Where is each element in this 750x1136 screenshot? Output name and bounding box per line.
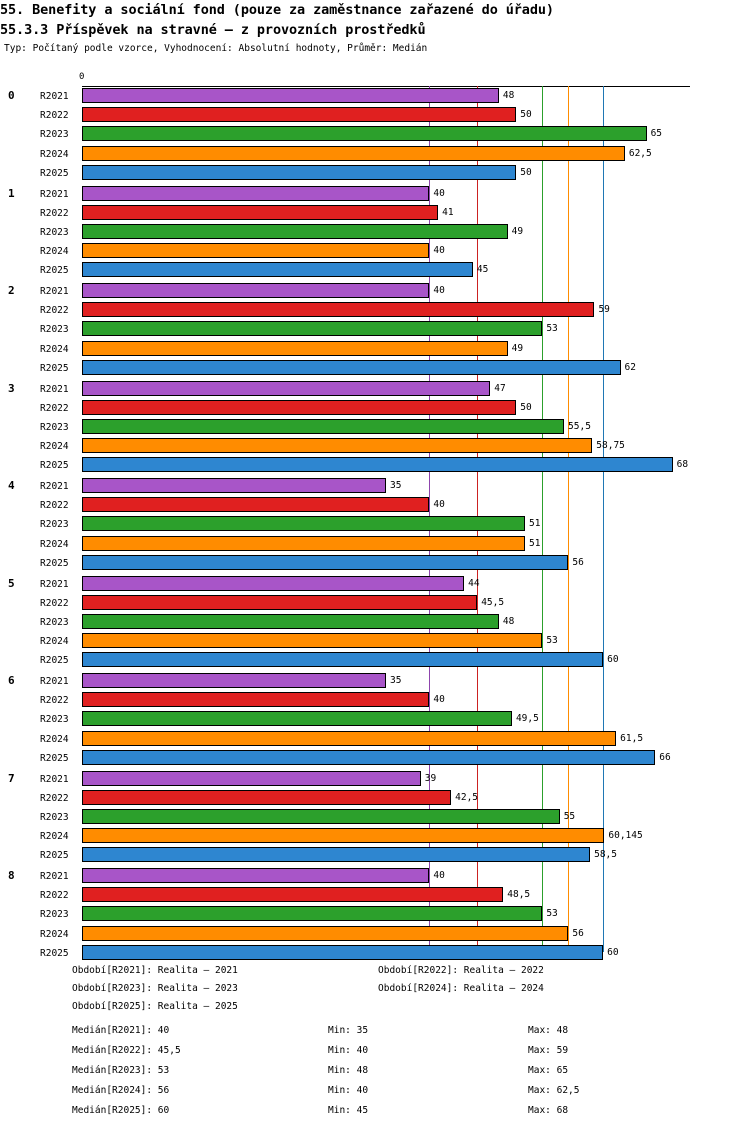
series-row-label: R2022 — [40, 500, 69, 512]
legend — [0, 965, 750, 1125]
bar-r2023-0[interactable] — [82, 126, 647, 141]
bar-r2025-2[interactable] — [82, 360, 621, 375]
bar-value-label: 53 — [546, 635, 558, 647]
bar-r2024-7[interactable] — [82, 828, 604, 843]
bar-r2024-3[interactable] — [82, 438, 592, 453]
series-row-label: R2023 — [40, 616, 69, 628]
bar-r2024-5[interactable] — [82, 633, 542, 648]
stat-max-r2021: Max: 48 — [528, 1025, 569, 1036]
stat-min-r2025: Min: 45 — [328, 1105, 369, 1116]
bar-value-label: 35 — [390, 480, 402, 491]
bar-r2025-8[interactable] — [82, 945, 603, 960]
bar-r2023-5[interactable] — [82, 614, 499, 629]
bar-value-label: 48 — [502, 90, 515, 101]
legend-item-r2024: Období[R2024]: Realita – 2024 — [378, 983, 544, 994]
group-label: 4 — [8, 479, 15, 492]
stat-max-r2024: Max: 62,5 — [528, 1085, 580, 1096]
bar-r2022-8[interactable] — [82, 887, 503, 902]
bar-value-label: 50 — [520, 109, 532, 121]
bar-r2024-8[interactable] — [82, 926, 568, 941]
bar-value-label: 50 — [520, 401, 532, 413]
bar-value-label: 53 — [546, 908, 558, 920]
group-label: 8 — [8, 869, 15, 882]
bar-r2024-1[interactable] — [82, 243, 429, 258]
bar-r2025-0[interactable] — [82, 165, 516, 180]
bar-value-label: 48,5 — [507, 889, 531, 901]
group-label: 0 — [8, 89, 15, 102]
series-row-label: R2024 — [40, 733, 69, 745]
bar-value-label: 65 — [650, 128, 663, 140]
group-label: 1 — [8, 186, 15, 200]
group-label: 5 — [8, 576, 15, 590]
stat-median-r2023: Medián[R2023]: 53 — [72, 1065, 170, 1076]
series-row-label: R2024 — [40, 343, 69, 355]
stat-max-r2023: Max: 65 — [528, 1065, 569, 1076]
series-row-label: R2024 — [40, 441, 69, 453]
series-row-label: R2025 — [40, 167, 69, 179]
series-row-label: R2022 — [40, 597, 69, 609]
bar-r2025-5[interactable] — [82, 652, 603, 667]
bar-value-label: 59 — [598, 304, 610, 316]
bar-r2023-7[interactable] — [82, 809, 560, 824]
series-row-label: R2021 — [40, 286, 69, 297]
bar-value-label: 48 — [502, 615, 515, 627]
series-row-label: R2022 — [40, 305, 69, 317]
bar-r2021-8[interactable] — [82, 868, 429, 883]
series-row-label: R2024 — [40, 148, 69, 160]
bar-r2024-0[interactable] — [82, 146, 625, 161]
stat-median-r2024: Medián[R2024]: 56 — [72, 1085, 170, 1096]
legend-item-r2022: Období[R2022]: Realita – 2022 — [378, 965, 544, 976]
series-row-label: R2022 — [40, 695, 69, 707]
series-row-label: R2021 — [40, 188, 69, 200]
series-row-label: R2024 — [40, 831, 69, 843]
series-row-label: R2023 — [40, 714, 69, 726]
series-row-label: R2025 — [40, 557, 69, 569]
bar-r2023-8[interactable] — [82, 906, 542, 921]
series-row-label: R2023 — [40, 811, 69, 823]
bar-r2022-2[interactable] — [82, 302, 594, 317]
series-row-label: R2025 — [40, 655, 69, 667]
bar-value-label: 40 — [433, 694, 445, 706]
series-row-label: R2025 — [40, 947, 69, 959]
series-row-label: R2022 — [40, 110, 69, 122]
bar-value-label: 47 — [494, 382, 506, 394]
series-row-label: R2023 — [40, 519, 69, 531]
bar-value-label: 66 — [659, 751, 671, 763]
bar-value-label: 68 — [676, 459, 689, 471]
group-label: 7 — [8, 771, 15, 785]
bar-value-label: 35 — [390, 675, 402, 686]
stat-min-r2022: Min: 40 — [328, 1045, 369, 1056]
series-row-label: R2023 — [40, 129, 69, 141]
bar-r2021-2[interactable] — [82, 283, 429, 298]
chart-subtitle: Typ: Počítaný podle vzorce, Vyhodnocení: Absolutní hodnoty, Průměr: Medián — [4, 43, 428, 54]
bar-r2021-0[interactable] — [82, 88, 499, 103]
stat-median-r2022: Medián[R2022]: 45,5 — [72, 1045, 181, 1056]
stat-min-r2021: Min: 35 — [328, 1025, 369, 1036]
bar-r2023-3[interactable] — [82, 419, 564, 434]
bar-r2024-2[interactable] — [82, 341, 508, 356]
bar-value-label: 60,145 — [608, 830, 643, 842]
bar-r2023-1[interactable] — [82, 224, 508, 239]
bar-r2023-6[interactable] — [82, 711, 512, 726]
bar-value-label: 44 — [468, 577, 480, 589]
bar-value-label: 58,5 — [594, 849, 617, 861]
stat-median-r2021: Medián[R2021]: 40 — [72, 1025, 170, 1036]
bar-r2022-6[interactable] — [82, 692, 429, 707]
bar-value-label: 40 — [433, 499, 445, 511]
group-label: 3 — [8, 381, 15, 395]
bar-r2025-1[interactable] — [82, 262, 473, 277]
bar-r2022-5[interactable] — [82, 595, 477, 610]
series-row-label: R2022 — [40, 207, 69, 219]
bar-value-label: 62 — [624, 361, 636, 373]
bar-r2025-6[interactable] — [82, 750, 655, 765]
bar-r2025-7[interactable] — [82, 847, 590, 862]
bar-r2022-4[interactable] — [82, 497, 429, 512]
series-row-label: R2025 — [40, 460, 69, 472]
series-row-label: R2021 — [40, 773, 69, 785]
legend-item-r2023: Období[R2023]: Realita – 2023 — [72, 983, 238, 994]
bar-r2021-3[interactable] — [82, 381, 490, 396]
bar-value-label: 62,5 — [628, 147, 652, 159]
bar-r2023-2[interactable] — [82, 321, 542, 336]
bar-value-label: 39 — [424, 772, 437, 784]
series-row-label: R2022 — [40, 792, 69, 804]
legend-item-r2025: Období[R2025]: Realita – 2025 — [72, 1001, 238, 1012]
bar-value-label: 49,5 — [515, 713, 539, 725]
bar-r2023-4[interactable] — [82, 516, 525, 531]
bar-value-label: 50 — [520, 166, 532, 178]
gridline — [603, 86, 604, 952]
series-row-label: R2025 — [40, 362, 69, 374]
series-row-label: R2024 — [40, 636, 69, 648]
bar-value-label: 55 — [563, 810, 576, 822]
bar-value-label: 60 — [607, 946, 619, 958]
stat-min-r2023: Min: 48 — [328, 1065, 369, 1076]
bar-value-label: 41 — [442, 206, 454, 218]
series-row-label: R2024 — [40, 246, 69, 258]
bar-r2021-1[interactable] — [82, 186, 429, 201]
series-row-label: R2021 — [40, 578, 69, 590]
bar-value-label: 45,5 — [481, 596, 505, 608]
bar-r2025-3[interactable] — [82, 457, 673, 472]
bar-r2021-5[interactable] — [82, 576, 464, 591]
series-row-label: R2021 — [40, 481, 69, 492]
series-row-label: R2023 — [40, 324, 69, 336]
legend-item-r2021: Období[R2021]: Realita – 2021 — [72, 965, 238, 976]
bar-value-label: 49 — [511, 225, 524, 237]
bar-value-label: 56 — [572, 927, 584, 939]
series-row-label: R2023 — [40, 226, 69, 238]
axis-tick-zero: 0 — [79, 72, 85, 82]
bar-value-label: 45 — [476, 264, 489, 276]
bar-value-label: 40 — [433, 187, 445, 199]
bar-value-label: 51 — [528, 518, 541, 530]
bar-r2021-7[interactable] — [82, 771, 421, 786]
stat-max-r2022: Max: 59 — [528, 1045, 569, 1056]
gridline — [568, 86, 569, 952]
plot-area — [82, 86, 690, 958]
series-row-label: R2023 — [40, 909, 69, 921]
series-row-label: R2021 — [40, 676, 69, 687]
series-row-label: R2022 — [40, 890, 69, 902]
bar-r2025-4[interactable] — [82, 555, 568, 570]
series-row-label: R2025 — [40, 265, 69, 277]
bar-r2022-7[interactable] — [82, 790, 451, 805]
series-row-label: R2025 — [40, 752, 69, 764]
bar-value-label: 40 — [433, 285, 445, 296]
bar-r2021-4[interactable] — [82, 478, 386, 493]
bar-r2021-6[interactable] — [82, 673, 386, 688]
bar-value-label: 53 — [546, 323, 558, 335]
series-row-label: R2025 — [40, 850, 69, 862]
bar-value-label: 61,5 — [620, 732, 644, 744]
series-row-label: R2021 — [40, 383, 69, 395]
series-row-label: R2023 — [40, 421, 69, 433]
bar-r2022-3[interactable] — [82, 400, 516, 415]
bar-value-label: 58,75 — [596, 440, 625, 452]
stat-median-r2025: Medián[R2025]: 60 — [72, 1105, 170, 1116]
chart-title-line2: 55.3.3 Příspěvek na stravné – z provozních prostředků — [0, 22, 426, 38]
bar-value-label: 49 — [511, 342, 524, 354]
bar-value-label: 42,5 — [455, 791, 479, 803]
bar-r2024-4[interactable] — [82, 536, 525, 551]
stat-max-r2025: Max: 68 — [528, 1105, 569, 1116]
series-row-label: R2021 — [40, 91, 69, 102]
bar-r2022-0[interactable] — [82, 107, 516, 122]
group-label: 2 — [8, 284, 15, 297]
bar-value-label: 40 — [433, 245, 445, 257]
bar-value-label: 51 — [528, 537, 541, 549]
chart-title-line1: 55. Benefity a sociální fond (pouze za zaměstnance zařazené do úřadu) — [0, 2, 554, 18]
bar-value-label: 56 — [572, 556, 584, 568]
series-row-label: R2024 — [40, 538, 69, 550]
bar-value-label: 55,5 — [568, 420, 591, 432]
series-row-label: R2024 — [40, 928, 69, 940]
bar-r2024-6[interactable] — [82, 731, 616, 746]
bar-value-label: 60 — [607, 654, 619, 666]
bar-value-label: 40 — [433, 870, 445, 881]
series-row-label: R2022 — [40, 402, 69, 414]
stat-min-r2024: Min: 40 — [328, 1085, 369, 1096]
bar-r2022-1[interactable] — [82, 205, 438, 220]
series-row-label: R2021 — [40, 871, 69, 882]
group-label: 6 — [8, 674, 15, 687]
